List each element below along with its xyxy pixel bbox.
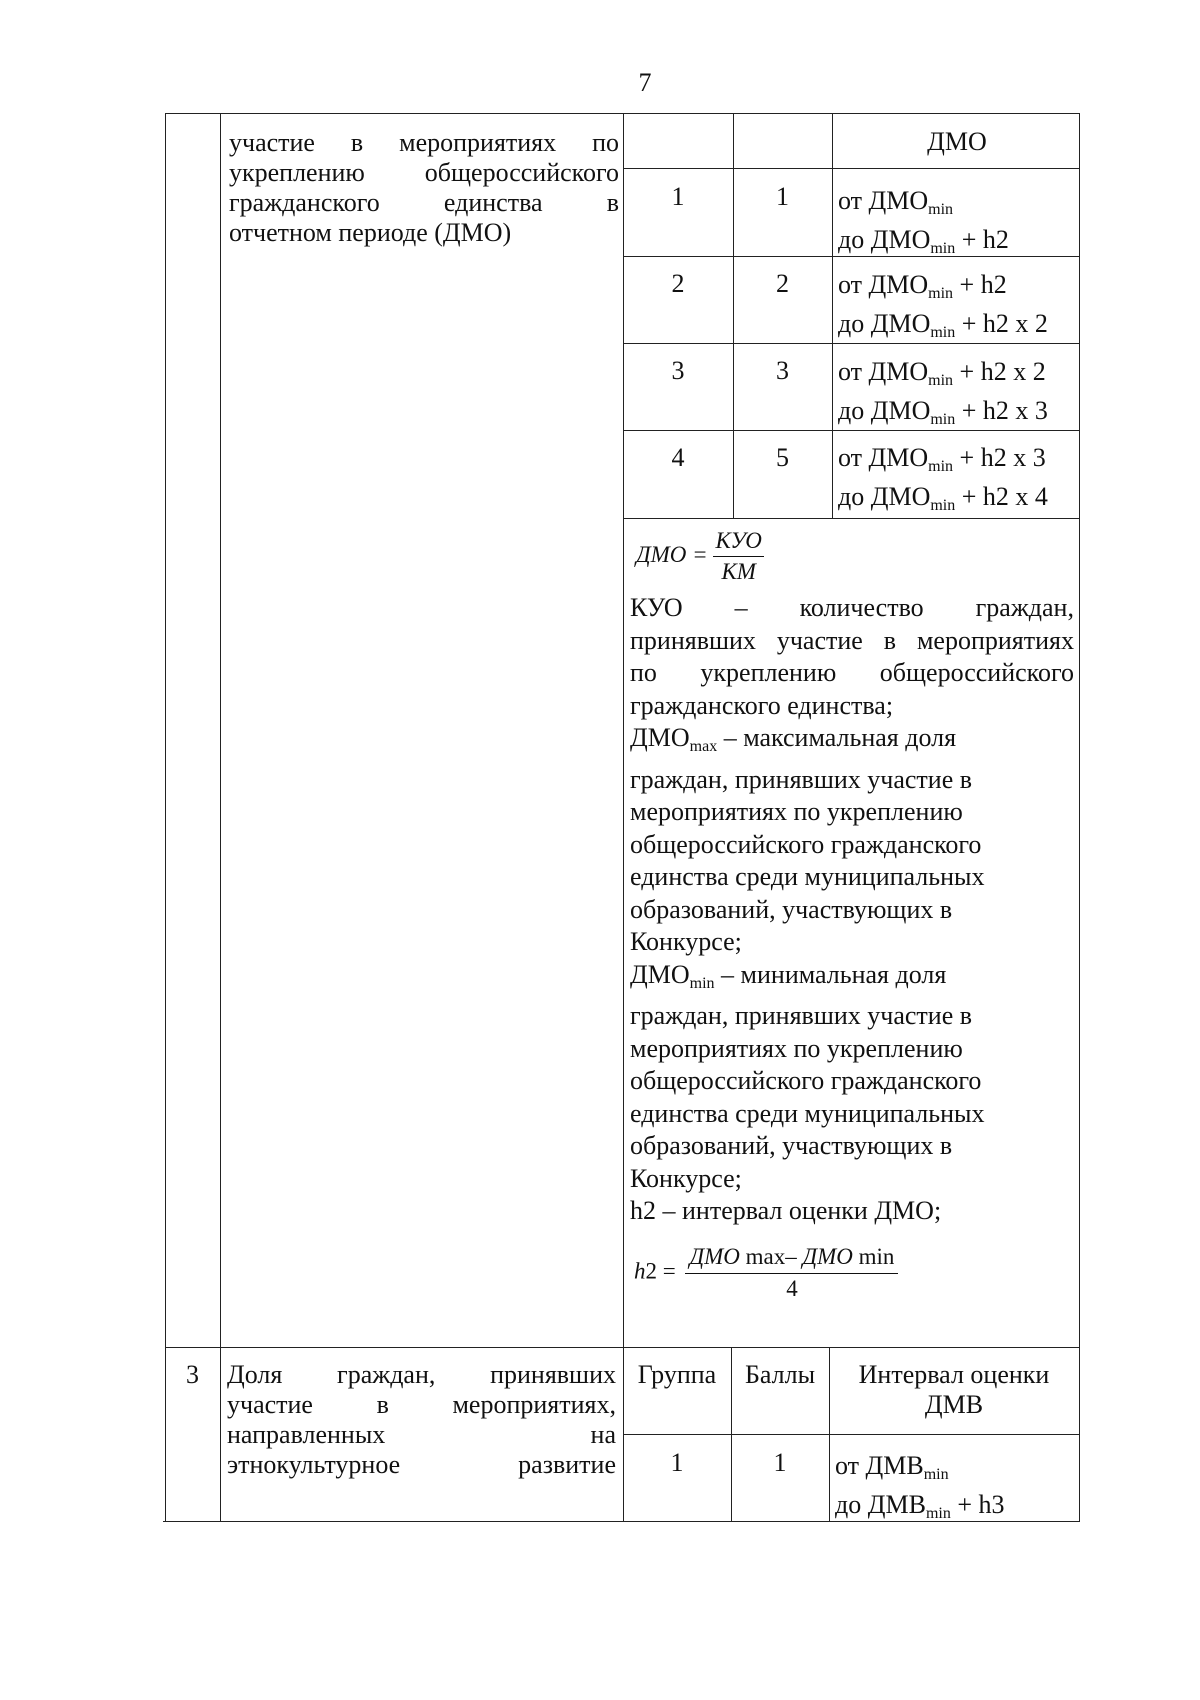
formula-h2: h2 = $\frac{\text{ДМО max– ДМО min}}{4}$ — [634, 1244, 898, 1302]
points-cell: 2 — [776, 269, 789, 298]
header-interval: Интервал оценки ДМВ — [858, 1360, 1050, 1419]
points-cell: 3 — [776, 356, 789, 385]
points-cell: 5 — [776, 443, 789, 472]
interval-cell: от $ДМВ_{min}$ до $ДМВ_{min} + h3$ — [835, 1451, 1005, 1522]
group-cell: 1 — [670, 1448, 684, 1477]
group-cell: 2 — [671, 269, 685, 298]
criterion-line: участие в мероприятиях, — [227, 1390, 616, 1419]
formula-dmo: ДМО = $\frac{\text{КУО}}{КМ}$ — [636, 528, 762, 584]
interval-cell: от $ДМО_{min} + h2$ x 2 до $ДМО_{min} + h2$ x 3 — [838, 357, 1048, 428]
page-number: 7 — [638, 68, 652, 97]
points-cell: 1 — [776, 182, 789, 211]
header-points: Баллы — [744, 1360, 816, 1389]
interval-header-dmo: ДМО — [927, 127, 987, 156]
criterion-line: Доля граждан, принявших — [227, 1360, 616, 1389]
points-cell: 1 — [773, 1448, 787, 1477]
criterion-line: этнокультурное развитие — [227, 1450, 616, 1479]
criterion-line: гражданского единства в — [229, 188, 619, 217]
formula-description: КУО – количество граждан, принявших участие в мероприятиях по укреплению общероссийского гражданского единства; $ДМО_{max}$ – максимальная доля граждан, принявших участие в мероприятиях по укреплению общероссийского гражданского единства среди муниципальных образований, участвующих в Конкурсе; $ДМО_{min}$ – минимальная доля граждан, принявших участие в мероприятиях по укреплению общероссийского гражданского единства среди муниципальных образований, участвующих в Конкурсе; h2 – интервал оценки ДМО; — [630, 593, 1074, 1225]
criterion-line: направленных на — [227, 1420, 616, 1449]
interval-cell: от $ДМО_{min} + h2$ x 3 до $ДМО_{min} + h2$ x 4 — [838, 443, 1048, 514]
row-number: 3 — [186, 1360, 199, 1389]
group-cell: 4 — [671, 443, 685, 472]
interval-cell: от $ДМО_{min}$ до $ДМО_{min} + h2$ — [838, 186, 1009, 257]
criterion-line: участие в мероприятиях по — [229, 128, 619, 157]
criterion-text-row3 — [227, 1360, 616, 1480]
group-cell: 3 — [671, 356, 685, 385]
interval-cell: от $ДМО_{min} + h2$ до $ДМО_{min} + h2$ x 2 — [838, 270, 1048, 341]
criterion-text-row2 — [229, 128, 619, 248]
criterion-line: укреплению общероссийского — [229, 158, 619, 187]
kuo-line: КУО – количество граждан, — [630, 593, 1074, 622]
criterion-line: отчетном периоде (ДМО) — [229, 218, 512, 247]
group-cell: 1 — [671, 182, 685, 211]
header-group: Группа — [637, 1360, 717, 1389]
